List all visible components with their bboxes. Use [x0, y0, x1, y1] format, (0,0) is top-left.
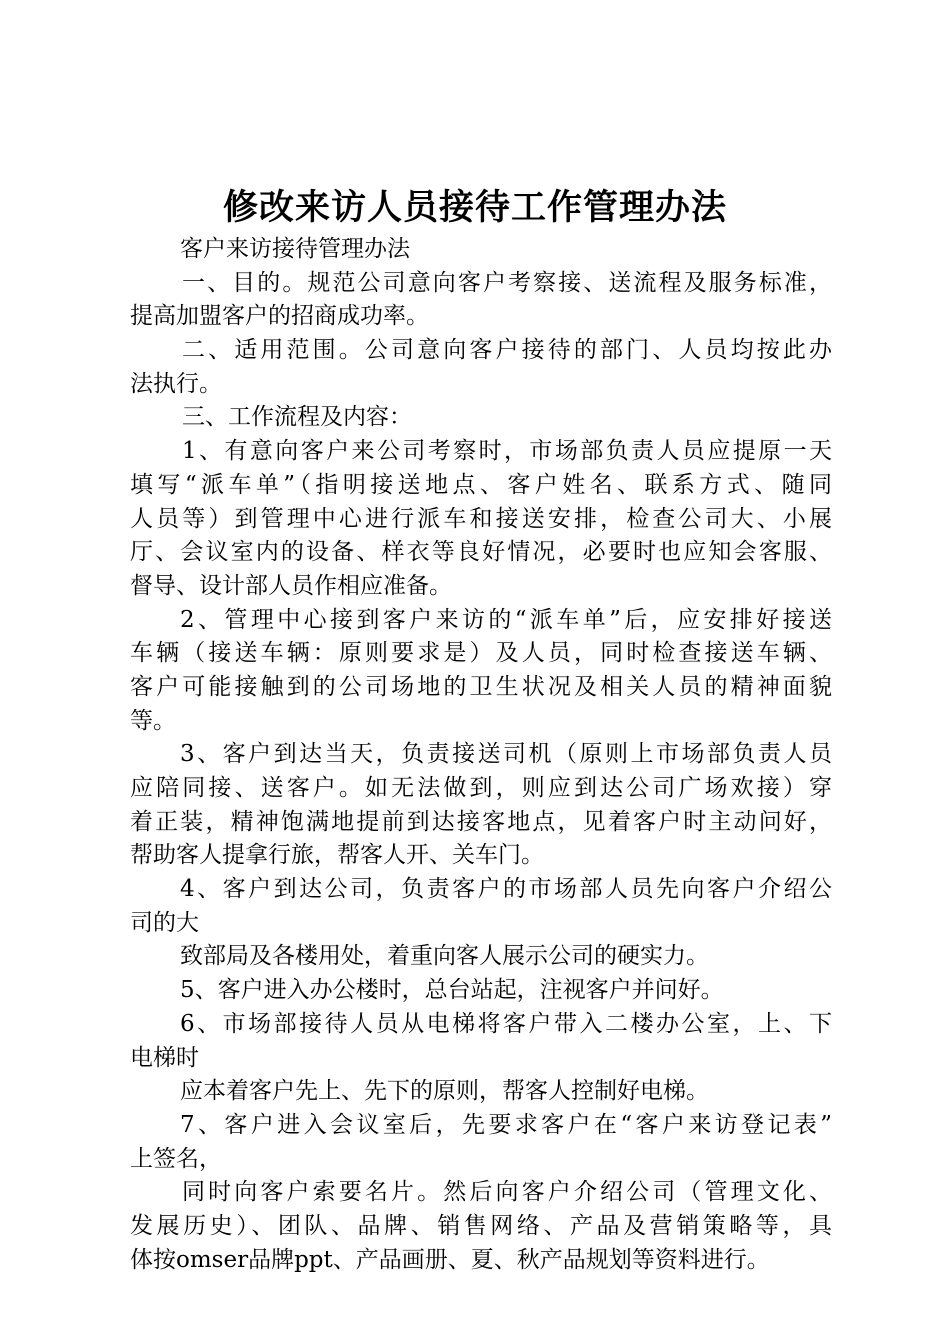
- paragraph-line: 法执行。: [130, 370, 222, 397]
- paragraph-line: 2、管理中心接到客户来访的“派车单”后，应安排好接送: [180, 606, 832, 633]
- paragraph-line: 司的大: [130, 909, 199, 936]
- paragraph-line: 等。: [130, 707, 176, 734]
- paragraph-line: 体按omser品牌ppt、产品画册、夏、秋产品规划等资料进行。: [130, 1246, 770, 1273]
- paragraph-line: 5、客户进入办公楼时，总台站起，注视客户并问好。: [180, 977, 724, 1004]
- document-body: [130, 233, 832, 1277]
- paragraph-line: 致部局及各楼用处，着重向客人展示公司的硬实力。: [180, 943, 709, 970]
- paragraph-line: 发展历史）、团队、品牌、销售网络、产品及营销策略等，具: [130, 1212, 832, 1239]
- paragraph-line: 厅、会议室内的设备、样衣等良好情况，必要时也应知会客服、: [130, 539, 832, 566]
- paragraph-line: 三、工作流程及内容：: [182, 404, 412, 431]
- paragraph-line: 填写“派车单”（指明接送地点、客户姓名、联系方式、随同: [130, 471, 832, 498]
- paragraph-line: 4、客户到达公司，负责客户的市场部人员先向客户介绍公: [180, 876, 832, 903]
- paragraph-line: 7、客户进入会议室后，先要求客户在“客户来访登记表”: [180, 1111, 832, 1138]
- paragraph-line: 人员等）到管理中心进行派车和接送安排，检查公司大、小展: [130, 505, 832, 532]
- paragraph-line: 3、客户到达当天，负责接送司机（原则上市场部负责人员: [180, 741, 832, 768]
- paragraph-line: 二、适用范围。公司意向客户接待的部门、人员均按此办: [182, 337, 832, 364]
- paragraph-line: 应本着客户先上、先下的原则，帮客人控制好电梯。: [180, 1078, 709, 1105]
- paragraph-line: 车辆（接送车辆：原则要求是）及人员，同时检查接送车辆、: [130, 640, 832, 667]
- document-title: 修改来访人员接待工作管理办法: [222, 187, 727, 228]
- paragraph-line: 督导、设计部人员作相应准备。: [130, 572, 452, 599]
- paragraph-line: 应陪同接、送客户。如无法做到，则应到达公司广场欢接）穿: [130, 775, 832, 801]
- paragraph-line: 着正装，精神饱满地提前到达接客地点，见着客户时主动问好，: [130, 808, 832, 835]
- paragraph-line: 上签名，: [130, 1145, 222, 1172]
- paragraph-line: 同时向客户索要名片。然后向客户介绍公司（管理文化、: [182, 1179, 832, 1206]
- paragraph-line: 客户来访接待管理办法: [180, 236, 410, 262]
- paragraph-line: 6、市场部接待人员从电梯将客户带入二楼办公室，上、下: [180, 1010, 832, 1037]
- paragraph-line: 电梯时: [130, 1044, 199, 1071]
- paragraph-line: 提高加盟客户的招商成功率。: [130, 303, 429, 330]
- paragraph-line: 帮助客人提拿行旅，帮客人开、关车门。: [130, 842, 544, 869]
- paragraph-line: 1、有意向客户来公司考察时，市场部负责人员应提原一天: [182, 438, 832, 465]
- paragraph-line: 一、目的。规范公司意向客户考察接、送流程及服务标准，: [182, 269, 832, 296]
- paragraph-line: 客户可能接触到的公司场地的卫生状况及相关人员的精神面貌: [130, 673, 832, 700]
